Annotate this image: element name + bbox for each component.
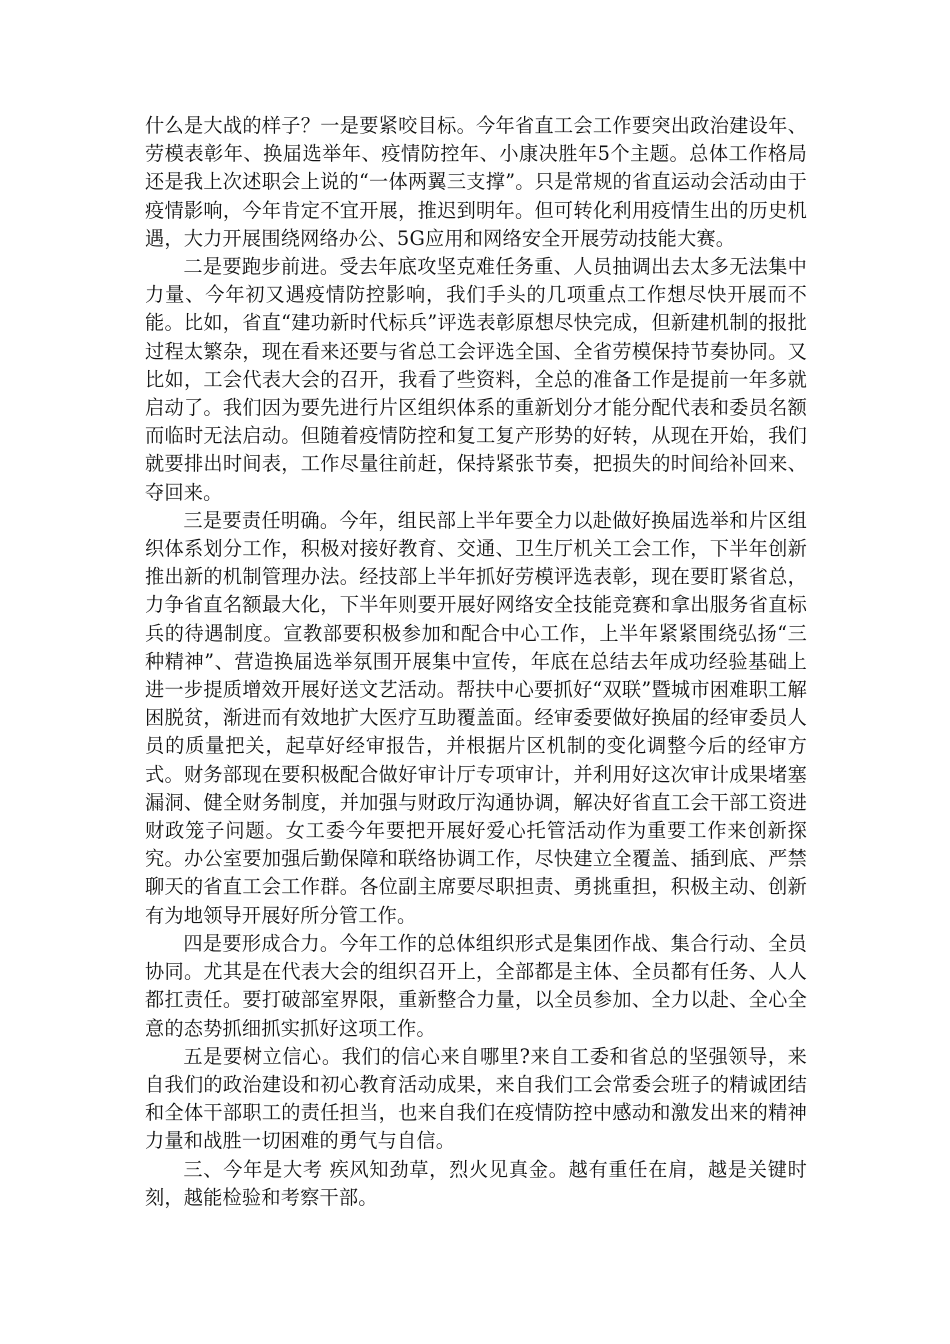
paragraph-progress: 二是要跑步前进。受去年底攻坚克难任务重、人员抽调出去太多无法集中力量、今年初又遇疫情防控影响，我们手头的几项重点工作想尽快开展而不能。比如，省直“建功新时代标兵”评选表彰原想尽快完成，但新建机制的报批过程太繁杂，现在看来还要与省总工会评选全国、全省劳模保持节奏协同。又比如，工会代表大会的召开，我看了些资料，全总的准备工作是提前一年多就启动了。我们因为要先进行片区组织体系的重新划分才能分配代表和委员名额而临时无法启动。但随着疫情防控和复工复产形势的好转，从现在开始，我们就要排出时间表，工作尽量往前赶，保持紧张节奏，把损失的时间给补回来、夺回来。 (145, 255, 807, 504)
paragraph-synergy: 四是要形成合力。今年工作的总体组织形式是集团作战、集合行动、全员协同。尤其是在代表大会的组织召开上，全部都是主体、全员都有任务、人人都扛责任。要打破部室界限，重新整合力量，以全员参加、全力以赴、全心全意的态势抓细抓实抓好这项工作。 (145, 931, 807, 1040)
paragraph-exam: 三、今年是大考 疾风知劲草，烈火见真金。越有重任在肩，越是关键时刻，越能检验和考察干部。 (145, 1157, 807, 1209)
paragraph-goal: 什么是大战的样子？一是要紧咬目标。今年省直工会工作要突出政治建设年、劳模表彰年、换届选举年、疫情防控年、小康决胜年5个主题。总体工作格局还是我上次述职会上说的“一体两翼三支撑”。只是常规的省直运动会活动由于疫情影响，今年肯定不宜开展，推迟到明年。但可转化利用疫情生出的历史机遇，大力开展围绕网络办公、5G应用和网络安全开展劳动技能大赛。 (145, 114, 807, 250)
document-body (145, 112, 807, 1212)
paragraph-confidence: 五是要树立信心。我们的信心来自哪里?来自工委和省总的坚强领导，来自我们的政治建设和初心教育活动成果，来自我们工会常委会班子的精诚团结和全体干部职工的责任担当，也来自我们在疫情防控中感动和激发出来的精神力量和战胜一切困难的勇气与自信。 (145, 1044, 807, 1153)
paragraph-responsibility: 三是要责任明确。今年，组民部上半年要全力以赴做好换届选举和片区组织体系划分工作，积极对接好教育、交通、卫生厅机关工会工作，下半年创新推出新的机制管理办法。经技部上半年抓好劳模评选表彰，现在要盯紧省总，力争省直名额最大化，下半年则要开展好网络安全技能竞赛和拿出服务省直标兵的待遇制度。宣教部要积极参加和配合中心工作，上半年紧紧围绕弘扬“三种精神”、营造换届选举氛围开展集中宣传，年底在总结去年成功经验基础上进一步提质增效开展好送文艺活动。帮扶中心要抓好“双联”暨城市困难职工解困脱贫，渐进而有效地扩大医疗互助覆盖面。经审委要做好换届的经审委员人员的质量把关，起草好经审报告，并根据片区机制的变化调整今后的经审方式。财务部现在要积极配合做好审计厅专项审计，并利用好这次审计成果堵塞漏洞、健全财务制度，并加强与财政厅沟通协调，解决好省直工会干部工资进财政笼子问题。女工委今年要把开展好爱心托管活动作为重要工作来创新探究。办公室要加强后勤保障和联络协调工作，尽快建立全覆盖、插到底、严禁聊天的省直工会工作群。各位副主席要尽职担责、勇挑重担，积极主动、创新有为地领导开展好所分管工作。 (145, 508, 807, 927)
